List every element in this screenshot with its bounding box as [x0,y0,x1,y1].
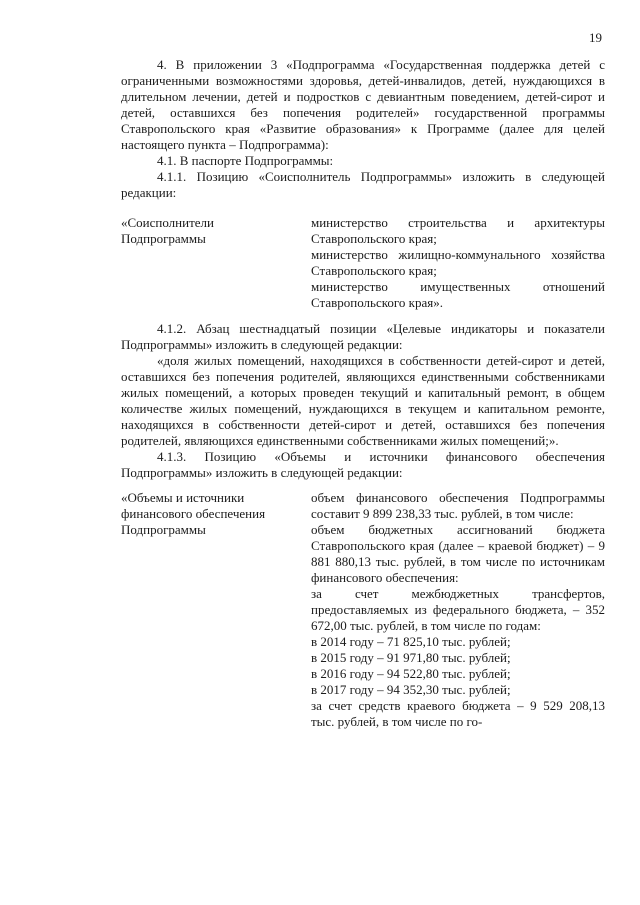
coexecutor-item: министерство жилищно-коммунального хозяйства Ставропольского края; [311,247,605,278]
paragraph-4-1: 4.1. В паспорте Подпрограммы: [157,153,334,168]
financing-line: в 2017 году – 94 352,30 тыс. рублей; [311,682,511,697]
paragraph-indicator-quote: «доля жилых помещений, находящихся в собственности детей-сирот и детей, оставшихся без попечения родителей, являющихся единственными собственниками жилых помещений, а которых проведен текущий и капитальный ремонт, в общем количестве жилых помещений, нуждающихся в текущем и капитальном ремонте, находящихся в собственности детей-сирот и детей, оставшихся без попечения родителей, являющихся единственными собственниками жилых помещений;». [121,353,605,448]
paragraph-4: 4. В приложении 3 «Подпрограмма «Государственная поддержка детей с ограниченными возможностями здоровья, детей-инвалидов, детей, нуждающихся в длительном лечении, детей и подростков с девиантным поведением, детей-сирот и детей, оставшихся без попечения родителей» государственной программы Ставропольского края «Развитие образования» к Программе (далее для целей настоящего пункта – Подпрограмма): [121,57,605,152]
financing-line: в 2016 году – 94 522,80 тыс. рублей; [311,666,511,681]
financing-line: в 2014 году – 71 825,10 тыс. рублей; [311,634,511,649]
financing-line: объем финансового обеспечения Подпрограммы составит 9 899 238,33 тыс. рублей, в том числе: [311,490,605,521]
paragraph-4-1-2: 4.1.2. Абзац шестнадцатый позиции «Целевые индикаторы и показатели Подпрограммы» изложить в следующей редакции: [121,321,605,352]
table-financing [121,490,605,730]
financing-line: объем бюджетных ассигнований бюджета Ставропольского края (далее – краевой бюджет) – 9 881 880,13 тыс. рублей, в том числе по источникам финансового обеспечения: [311,522,605,585]
paragraph-4-1-3: 4.1.3. Позицию «Объемы и источники финансового обеспечения Подпрограммы» изложить в следующей редакции: [121,449,605,480]
financing-line: за счет средств краевого бюджета – 9 529 208,13 тыс. рублей, в том числе по го- [311,698,605,729]
table-coexecutors-label: «Соисполнители Подпрограммы [121,215,214,246]
financing-line: в 2015 году – 91 971,80 тыс. рублей; [311,650,511,665]
coexecutor-item: министерство имущественных отношений Ставропольского края». [311,279,605,310]
financing-line: за счет межбюджетных трансфертов, предоставляемых из федерального бюджета, – 352 672,00 тыс. рублей, в том числе по годам: [311,586,605,633]
document-body [121,57,605,730]
table-coexecutors [121,215,605,311]
coexecutor-item: министерство строительства и архитектуры Ставропольского края; [311,215,605,246]
table-financing-label: «Объемы и источники финансового обеспечения Подпрограммы [121,490,266,537]
paragraph-4-1-1: 4.1.1. Позицию «Соисполнитель Подпрограммы» изложить в следующей редакции: [121,169,605,200]
page-number: 19 [589,30,602,45]
table-financing-value [311,490,605,730]
table-coexecutors-value [311,215,605,311]
